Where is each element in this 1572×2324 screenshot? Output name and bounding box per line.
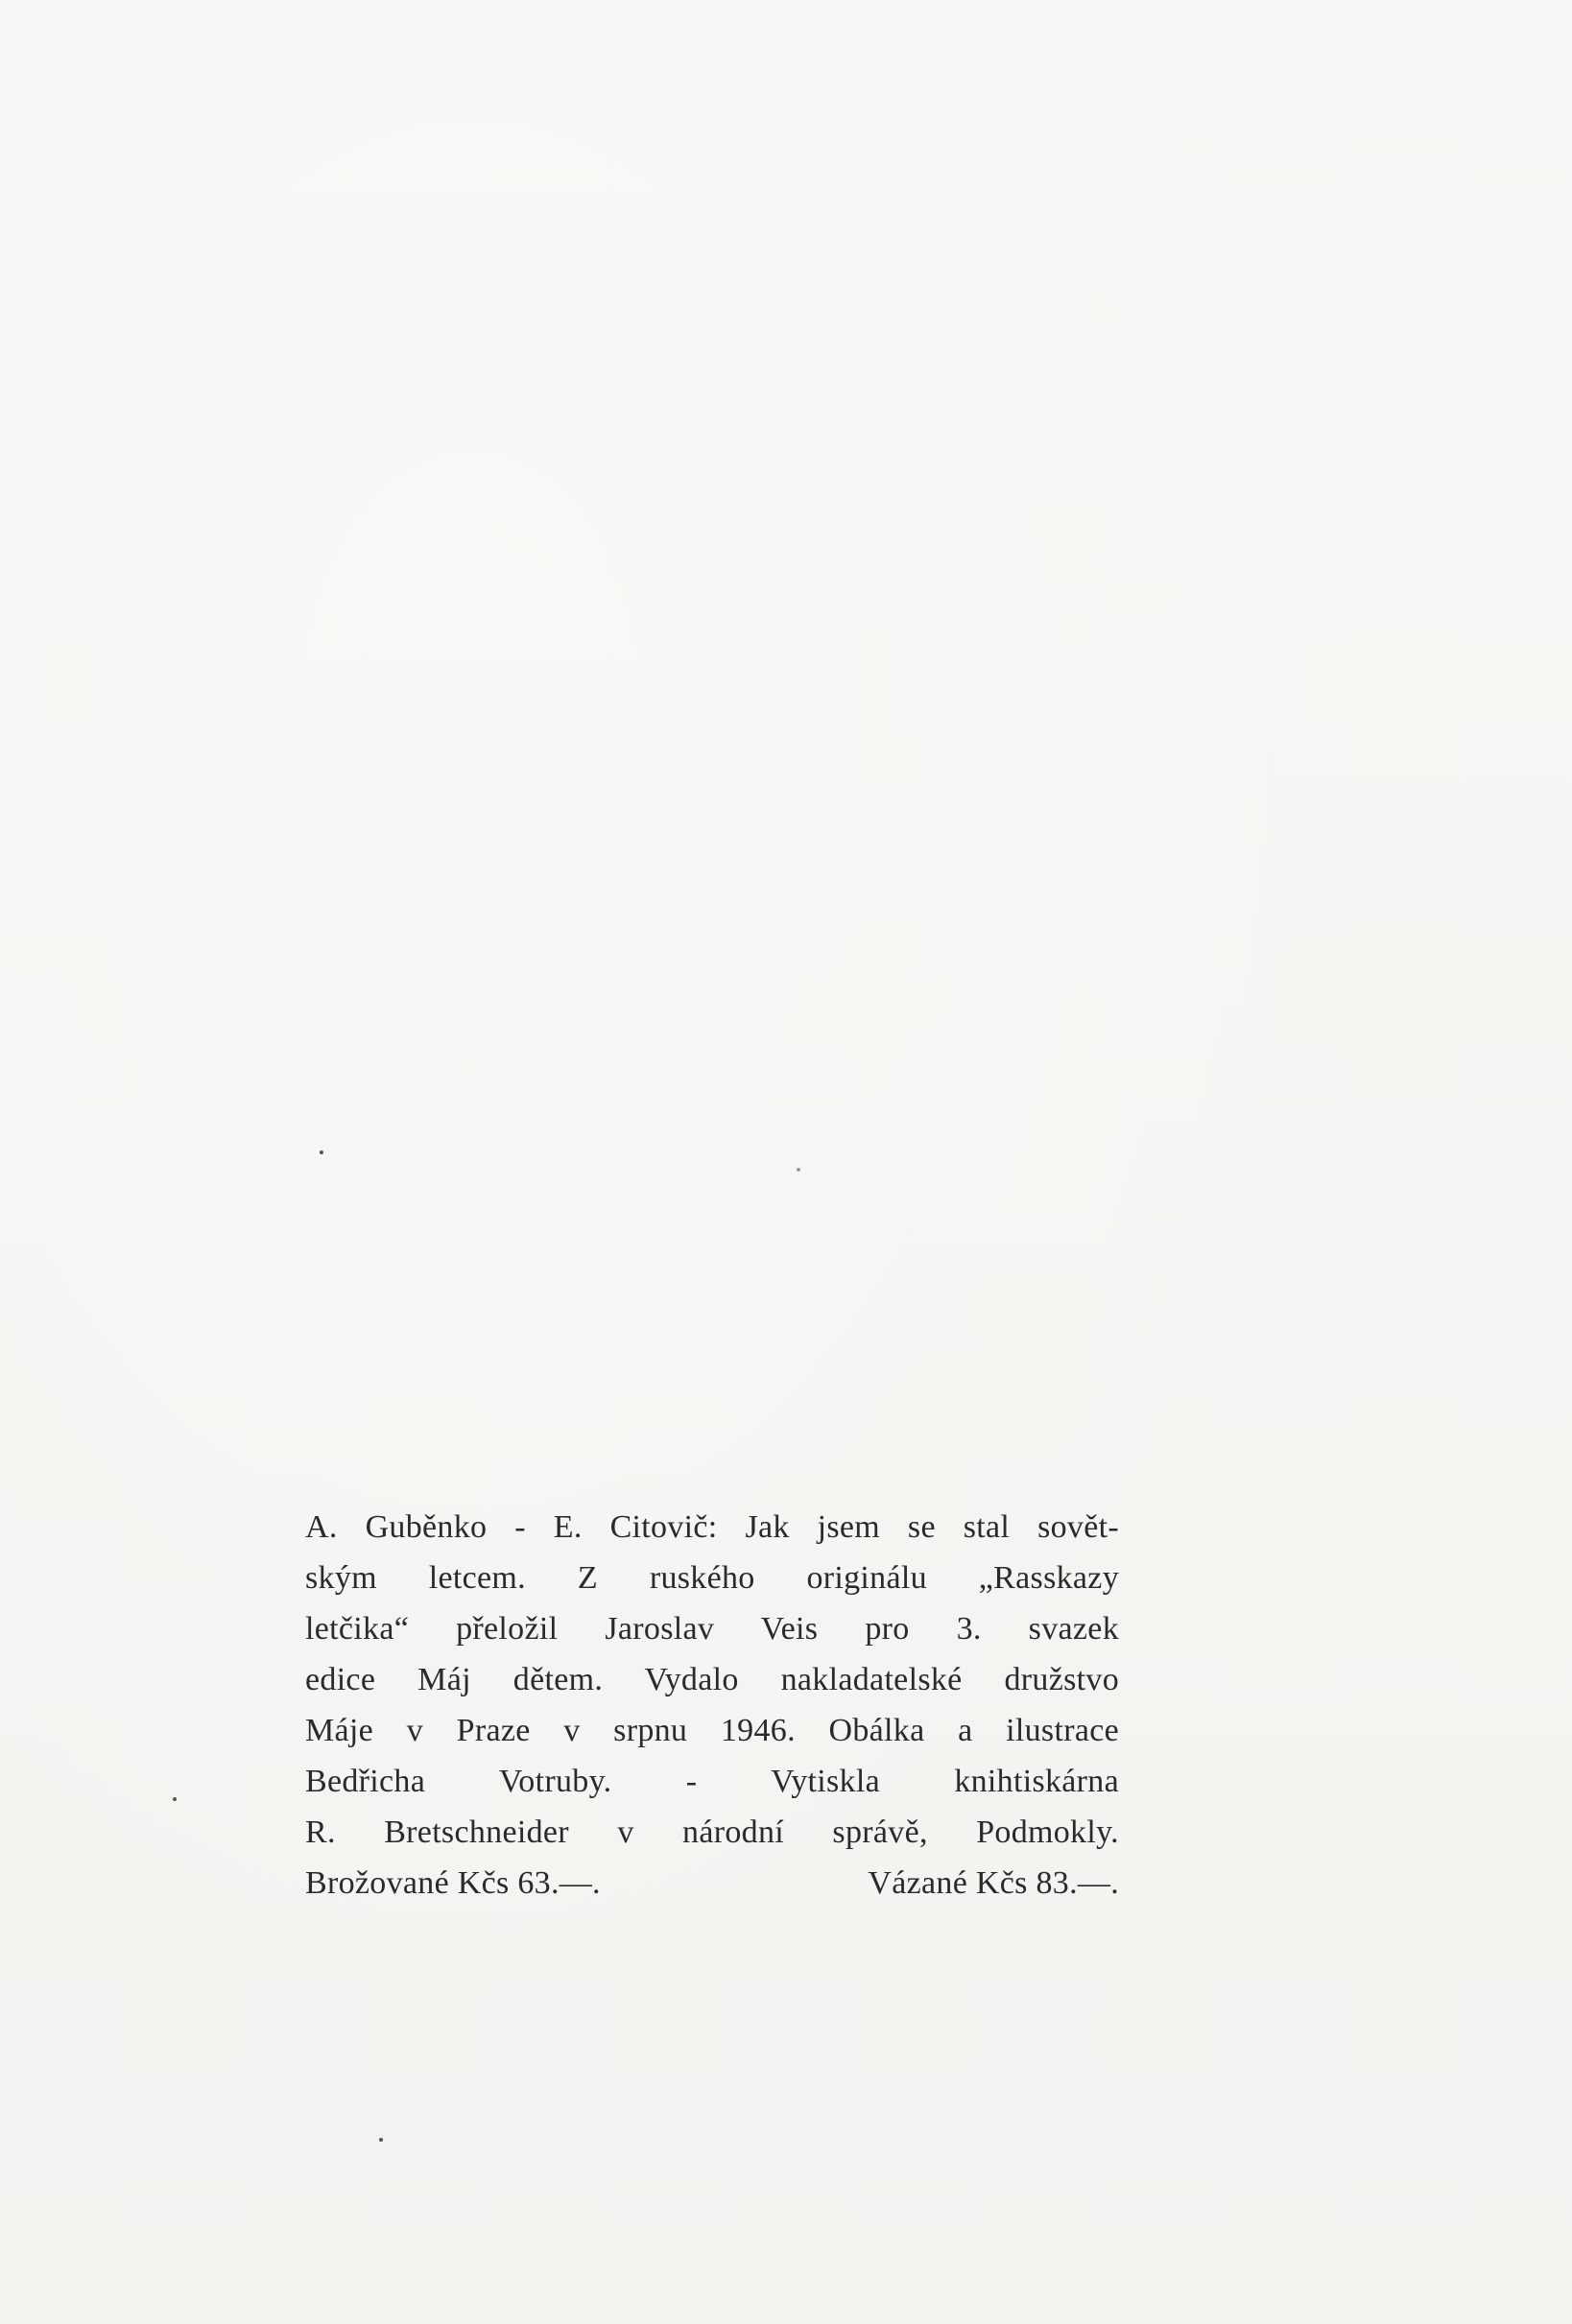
colophon-line: letčika“ přeložil Jaroslav Veis pro 3. svazek: [305, 1611, 1119, 1647]
colophon-line: Bedřicha Votruby. - Vytiskla knihtiskárna: [305, 1764, 1119, 1799]
colophon-line: R. Bretschneider v národní správě, Podmokly.: [305, 1814, 1119, 1850]
price-line: [305, 1858, 1119, 1909]
price-hardcover: Vázané Kčs 83.—.: [868, 1865, 1119, 1901]
paper-speck: [320, 1150, 323, 1154]
colophon-line: edice Máj dětem. Vydalo nakladatelské družstvo: [305, 1662, 1119, 1697]
paper-speck: [797, 1168, 800, 1172]
price-paperback: Brožované Kčs 63.—.: [305, 1865, 601, 1901]
colophon-line: Máje v Praze v srpnu 1946. Obálka a ilustrace: [305, 1713, 1119, 1748]
colophon-line: ským letcem. Z ruského originálu „Rasskazy: [305, 1560, 1119, 1596]
paper-speck: [379, 2138, 383, 2142]
colophon-text-block: [305, 1502, 1119, 1909]
colophon-line: A. Guběnko - E. Citovič: Jak jsem se stal sovět-: [305, 1509, 1119, 1545]
paper-speck: [173, 1797, 177, 1801]
